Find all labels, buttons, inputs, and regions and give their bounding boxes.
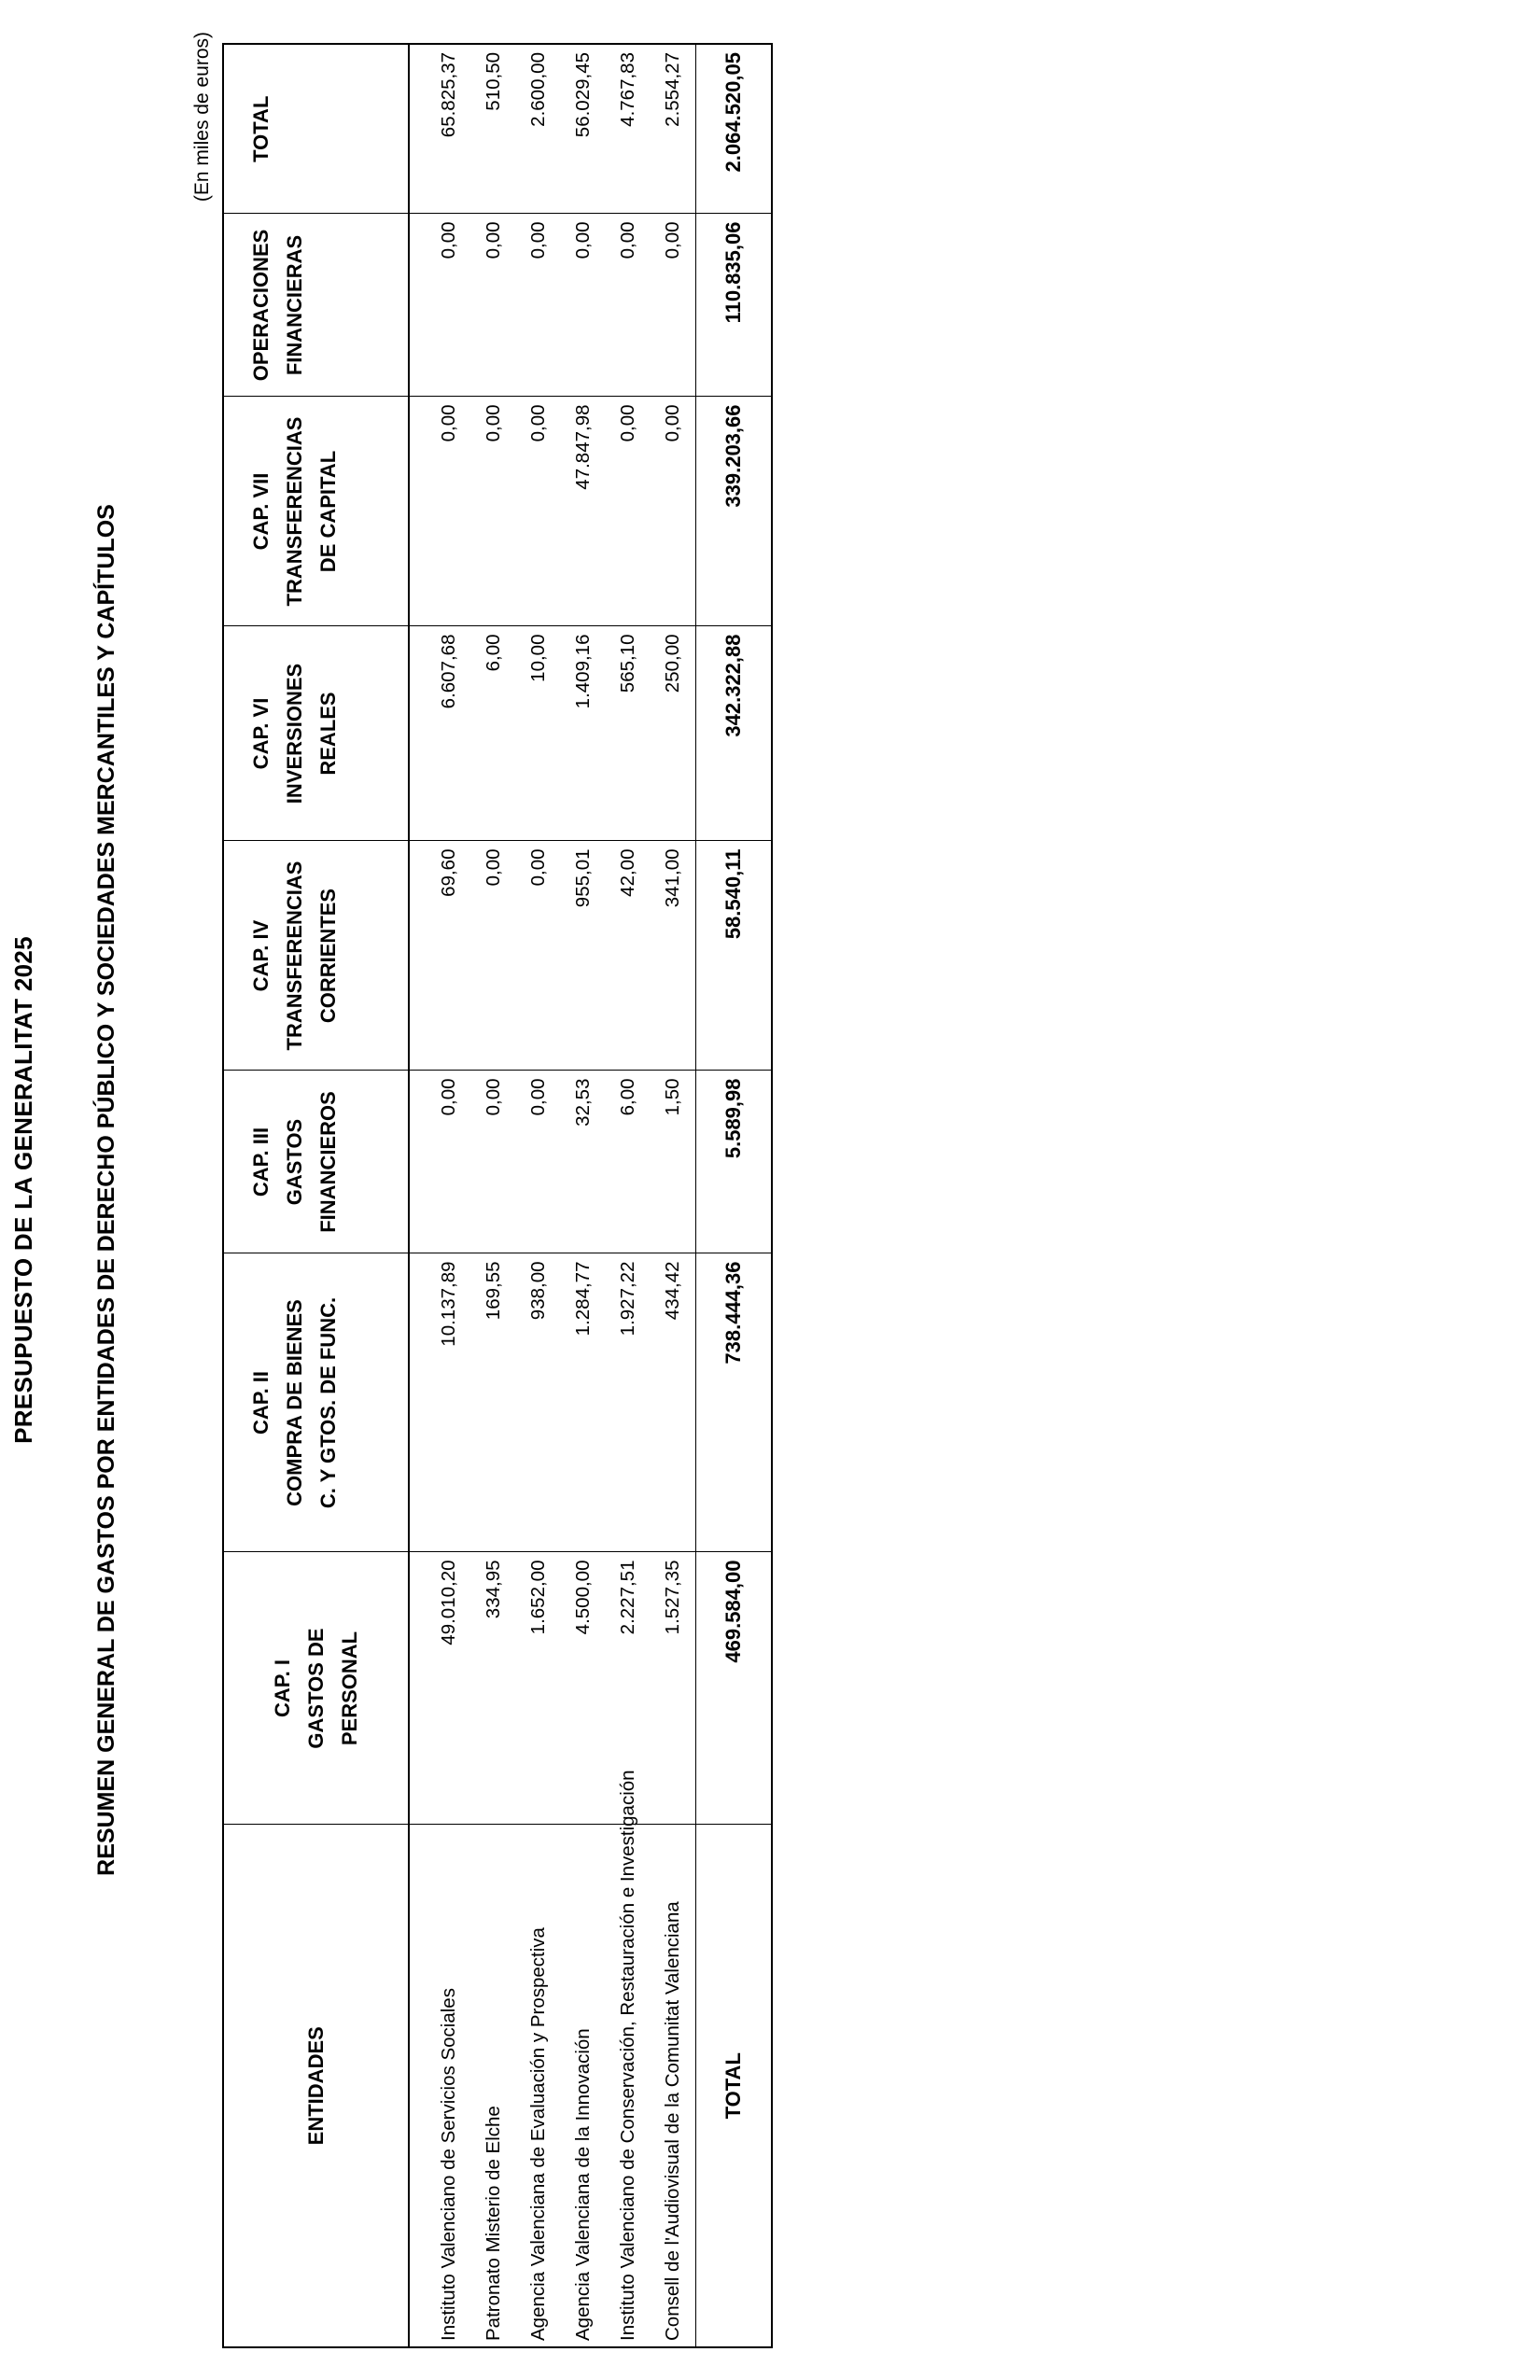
cell-total: 4.767,83 bbox=[606, 44, 651, 214]
cell-cap7: 0,00 bbox=[516, 397, 561, 626]
document-subtitle: RESUMEN GENERAL DE GASTOS POR ENTIDADES DE DERECHO PÚBLICO Y SOCIEDADES MERCANTILES Y CAPÍTULOS bbox=[93, 504, 119, 1876]
cell-cap7: 0,00 bbox=[606, 397, 651, 626]
header-cap6 bbox=[223, 626, 409, 841]
total-cap2: 738.444,36 bbox=[696, 1253, 773, 1552]
header-cap4-line1: CAP. IV bbox=[249, 919, 273, 992]
cell-cap1: 1.652,00 bbox=[516, 1552, 561, 1825]
cell-cap1: 334,95 bbox=[471, 1552, 516, 1825]
budget-table bbox=[222, 43, 773, 2348]
total-cap7: 339.203,66 bbox=[696, 397, 773, 626]
cell-total: 65.825,37 bbox=[409, 44, 471, 214]
cell-cap4: 69,60 bbox=[409, 841, 471, 1071]
header-cap7-line2: TRANSFERENCIAS bbox=[283, 416, 306, 607]
cell-total: 2.554,27 bbox=[651, 44, 696, 214]
table-row bbox=[409, 44, 471, 2347]
cell-ops: 0,00 bbox=[561, 214, 606, 397]
header-cap1-line2: GASTOS DE bbox=[303, 1628, 328, 1749]
table-header-row bbox=[223, 44, 409, 2347]
document-title: PRESUPUESTO DE LA GENERALITAT 2025 bbox=[9, 936, 37, 1444]
header-cap1-line3: PERSONAL bbox=[337, 1631, 361, 1746]
cell-cap7: 0,00 bbox=[471, 397, 516, 626]
cell-cap6: 250,00 bbox=[651, 626, 696, 841]
total-cap3: 5.589,98 bbox=[696, 1071, 773, 1253]
header-cap4-line3: CORRIENTES bbox=[316, 888, 340, 1024]
header-ops-line2: FINANCIERAS bbox=[283, 234, 306, 376]
header-cap3 bbox=[223, 1071, 409, 1253]
entity-name: Agencia Valenciana de la Innovación bbox=[561, 1825, 606, 2347]
cell-cap4: 0,00 bbox=[471, 841, 516, 1071]
cell-cap6: 10,00 bbox=[516, 626, 561, 841]
header-cap2 bbox=[223, 1253, 409, 1552]
cell-cap6: 565,10 bbox=[606, 626, 651, 841]
header-cap4-line2: TRANSFERENCIAS bbox=[283, 861, 306, 1051]
cell-cap6: 1.409,16 bbox=[561, 626, 606, 841]
cell-ops: 0,00 bbox=[651, 214, 696, 397]
header-ops bbox=[223, 214, 409, 397]
cell-cap2: 169,55 bbox=[471, 1253, 516, 1552]
table-row bbox=[471, 44, 516, 2347]
header-cap7-line1: CAP. VII bbox=[249, 472, 273, 551]
header-cap4 bbox=[223, 841, 409, 1071]
total-cap6: 342.322,88 bbox=[696, 626, 773, 841]
table-row bbox=[561, 44, 606, 2347]
header-cap7-line3: DE CAPITAL bbox=[316, 450, 340, 573]
header-cap1 bbox=[223, 1552, 409, 1825]
entity-name: Patronato Misterio de Elche bbox=[471, 1825, 516, 2347]
cell-ops: 0,00 bbox=[606, 214, 651, 397]
cell-cap2: 1.284,77 bbox=[561, 1253, 606, 1552]
cell-total: 56.029,45 bbox=[561, 44, 606, 214]
totals-label: TOTAL bbox=[696, 1825, 773, 2347]
header-ops-line1: OPERACIONES bbox=[249, 229, 273, 382]
units-note: (En miles de euros) bbox=[191, 32, 213, 203]
cell-cap4: 341,00 bbox=[651, 841, 696, 1071]
header-cap3-line1: CAP. III bbox=[249, 1127, 273, 1197]
total-cap1: 469.584,00 bbox=[696, 1552, 773, 1825]
totals-row bbox=[696, 44, 773, 2347]
cell-cap2: 434,42 bbox=[651, 1253, 696, 1552]
header-cap3-line2: GASTOS bbox=[283, 1118, 306, 1206]
cell-cap4: 0,00 bbox=[516, 841, 561, 1071]
cell-cap1: 49.010,20 bbox=[409, 1552, 471, 1825]
header-cap3-line3: FINANCIEROS bbox=[316, 1091, 340, 1233]
cell-cap1: 2.227,51 bbox=[606, 1552, 651, 1825]
entity-name: Instituto Valenciano de Servicios Sociales bbox=[409, 1825, 471, 2347]
cell-cap6: 6,00 bbox=[471, 626, 516, 841]
cell-cap3: 1,50 bbox=[651, 1071, 696, 1253]
total-grand: 2.064.520,05 bbox=[696, 44, 773, 214]
cell-cap4: 955,01 bbox=[561, 841, 606, 1071]
cell-cap3: 0,00 bbox=[471, 1071, 516, 1253]
header-cap6-line1: CAP. VI bbox=[249, 697, 273, 770]
cell-cap3: 6,00 bbox=[606, 1071, 651, 1253]
cell-cap2: 1.927,22 bbox=[606, 1253, 651, 1552]
cell-total: 510,50 bbox=[471, 44, 516, 214]
header-total: TOTAL bbox=[223, 44, 409, 214]
table-row bbox=[606, 44, 651, 2347]
cell-cap2: 10.137,89 bbox=[409, 1253, 471, 1552]
header-cap6-line2: INVERSIONES bbox=[283, 663, 306, 805]
table-row bbox=[651, 44, 696, 2347]
entity-name: Instituto Valenciano de Conservación, Restauración e Investigación bbox=[606, 1825, 651, 2347]
header-cap2-line1: CAP. II bbox=[249, 1370, 273, 1435]
cell-cap7: 0,00 bbox=[651, 397, 696, 626]
cell-cap7: 0,00 bbox=[409, 397, 471, 626]
cell-cap6: 6.607,68 bbox=[409, 626, 471, 841]
header-cap7 bbox=[223, 397, 409, 626]
cell-ops: 0,00 bbox=[516, 214, 561, 397]
cell-cap7: 47.847,98 bbox=[561, 397, 606, 626]
cell-cap2: 938,00 bbox=[516, 1253, 561, 1552]
cell-cap3: 0,00 bbox=[516, 1071, 561, 1253]
cell-cap1: 1.527,35 bbox=[651, 1552, 696, 1825]
cell-ops: 0,00 bbox=[471, 214, 516, 397]
cell-cap3: 32,53 bbox=[561, 1071, 606, 1253]
entity-name: Agencia Valenciana de Evaluación y Prospectiva bbox=[516, 1825, 561, 2347]
cell-ops: 0,00 bbox=[409, 214, 471, 397]
header-cap1-line1: CAP. I bbox=[270, 1659, 294, 1717]
cell-total: 2.600,00 bbox=[516, 44, 561, 214]
cell-cap3: 0,00 bbox=[409, 1071, 471, 1253]
cell-cap1: 4.500,00 bbox=[561, 1552, 606, 1825]
header-cap2-line2: COMPRA DE BIENES bbox=[283, 1299, 306, 1506]
total-ops: 110.835,06 bbox=[696, 214, 773, 397]
entity-name: Consell de l'Audiovisual de la Comunitat Valenciana bbox=[651, 1825, 696, 2347]
total-cap4: 58.540,11 bbox=[696, 841, 773, 1071]
header-cap2-line3: C. Y GTOS. DE FUNC. bbox=[316, 1296, 340, 1509]
cell-cap4: 42,00 bbox=[606, 841, 651, 1071]
table-row bbox=[516, 44, 561, 2347]
header-entidades: ENTIDADES bbox=[223, 1825, 409, 2347]
header-cap6-line3: REALES bbox=[316, 692, 340, 776]
